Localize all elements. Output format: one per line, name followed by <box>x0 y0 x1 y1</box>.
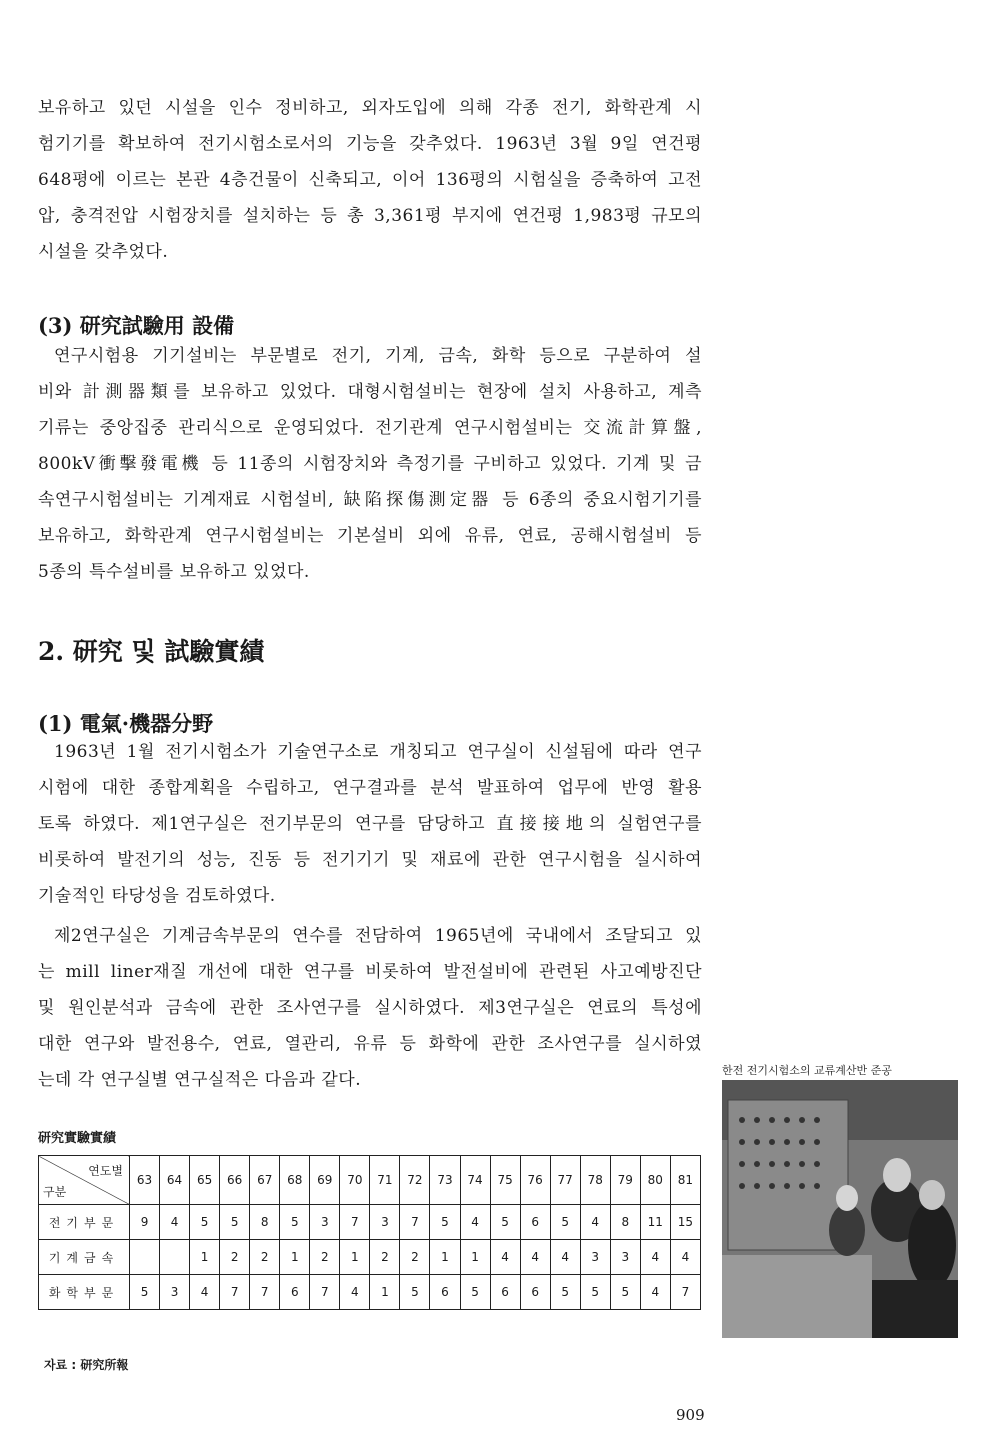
table-cell: 6 <box>520 1205 550 1240</box>
table-cell: 3 <box>580 1240 610 1275</box>
table-cell: 6 <box>490 1275 520 1310</box>
text-line: 보유하고, 화학관계 연구시험설비는 기본설비 외에 유류, 연료, 공해시험설비 등 <box>38 526 702 546</box>
table-cell: 6 <box>430 1275 460 1310</box>
table-cell: 4 <box>580 1205 610 1240</box>
text-line: 대한 연구와 발전용수, 연료, 열관리, 유류 등 화학에 관한 조사연구를 실시하였 <box>38 1034 702 1054</box>
text-line: 비롯하여 발전기의 성능, 진동 등 전기기기 및 재료에 관한 연구시험을 실시하여 <box>38 850 702 870</box>
table-cell: 1 <box>280 1240 310 1275</box>
year-header: 67 <box>250 1156 280 1205</box>
year-header: 70 <box>340 1156 370 1205</box>
table-cell: 4 <box>670 1240 700 1275</box>
table-cell: 4 <box>190 1275 220 1310</box>
text-line: 압, 충격전압 시험장치를 설치하는 등 총 3,361평 부지에 연건평 1,983평 규모의 <box>38 206 702 226</box>
table-cell: 1 <box>190 1240 220 1275</box>
year-header: 79 <box>610 1156 640 1205</box>
table-cell: 1 <box>430 1240 460 1275</box>
table-cell: 6 <box>520 1275 550 1310</box>
table-cell: 9 <box>130 1205 160 1240</box>
year-header: 72 <box>400 1156 430 1205</box>
year-header: 73 <box>430 1156 460 1205</box>
table-cell: 2 <box>370 1240 400 1275</box>
table-cell: 5 <box>460 1275 490 1310</box>
table-cell: 3 <box>310 1205 340 1240</box>
text-line: 속연구시험설비는 기계재료 시험설비, 缺陷探傷測定器 등 6종의 중요시험기기를 <box>38 490 702 510</box>
text-line: 기술적인 타당성을 검토하였다. <box>38 886 276 906</box>
year-header: 69 <box>310 1156 340 1205</box>
text-line: 는 mill liner재질 개선에 대한 연구를 비롯하여 발전설비에 관련된 사고예방진단 <box>38 962 702 982</box>
table-cell: 5 <box>130 1275 160 1310</box>
table-cell: 5 <box>400 1275 430 1310</box>
table-cell: 5 <box>610 1275 640 1310</box>
year-header: 77 <box>550 1156 580 1205</box>
year-header: 80 <box>640 1156 670 1205</box>
table-header-row <box>39 1156 701 1205</box>
table-cell: 2 <box>400 1240 430 1275</box>
table-cell: 4 <box>550 1240 580 1275</box>
table-cell: 7 <box>250 1275 280 1310</box>
section-heading: (1) 電氣·機器分野 <box>38 711 214 736</box>
text-line: 연구시험용 기기설비는 부문별로 전기, 기계, 금속, 화학 등으로 구분하여 설 <box>54 346 702 366</box>
table-title: 研究實驗實績 <box>38 1131 117 1146</box>
table-cell: 4 <box>490 1240 520 1275</box>
table-cell: 4 <box>340 1275 370 1310</box>
table-cell: 5 <box>550 1275 580 1310</box>
table-cell: 2 <box>250 1240 280 1275</box>
text-line: 토록 하였다. 제1연구실은 전기부문의 연구를 담당하고 直接接地의 실험연구를 <box>38 814 702 834</box>
table-source: 자료 : 研究所報 <box>44 1358 129 1372</box>
year-header: 75 <box>490 1156 520 1205</box>
table-row <box>39 1275 701 1310</box>
year-header: 74 <box>460 1156 490 1205</box>
text-line: 제2연구실은 기계금속부문의 연수를 전담하여 1965년에 국내에서 조달되고 있 <box>54 926 702 946</box>
text-line: 는데 각 연구실별 연구실적은 다음과 같다. <box>38 1070 362 1090</box>
table-cell: 1 <box>340 1240 370 1275</box>
table-cell: 7 <box>670 1275 700 1310</box>
photo-exchange-calculator <box>722 1080 958 1338</box>
row-label: 화학부문 <box>39 1275 130 1310</box>
text-line: 비와 計測器類를 보유하고 있었다. 대형시험설비는 현장에 설치 사용하고, 계측 <box>38 382 702 402</box>
table-row <box>39 1240 701 1275</box>
text-line: 기류는 중앙집중 관리식으로 운영되었다. 전기관계 연구시험설비는 交流計算盤, <box>38 418 702 438</box>
table-cell: 8 <box>610 1205 640 1240</box>
table-cell: 5 <box>220 1205 250 1240</box>
table-cell: 2 <box>310 1240 340 1275</box>
table-corner-cell <box>39 1156 130 1205</box>
table-cell: 15 <box>670 1205 700 1240</box>
year-header: 64 <box>160 1156 190 1205</box>
table-row <box>39 1205 701 1240</box>
text-line: 시험에 대한 종합계획을 수립하고, 연구결과를 분석 발표하여 업무에 반영 활용 <box>38 778 702 798</box>
table-cell: 3 <box>370 1205 400 1240</box>
table-cell: 8 <box>250 1205 280 1240</box>
year-header: 66 <box>220 1156 250 1205</box>
year-header: 65 <box>190 1156 220 1205</box>
text-line: 800kV衝擊發電機 등 11종의 시험장치와 측정기를 구비하고 있었다. 기계 및 금 <box>38 454 702 474</box>
table-cell: 4 <box>640 1275 670 1310</box>
table-cell: 4 <box>160 1205 190 1240</box>
text-line: 시설을 갖추었다. <box>38 242 169 262</box>
table-cell: 5 <box>430 1205 460 1240</box>
table-cell: 5 <box>550 1205 580 1240</box>
year-header: 63 <box>130 1156 160 1205</box>
year-header: 68 <box>280 1156 310 1205</box>
page-number: 909 <box>676 1406 705 1424</box>
table-cell: 7 <box>310 1275 340 1310</box>
table-cell: 7 <box>400 1205 430 1240</box>
photo-caption: 한전 전기시험소의 교류계산반 준공 <box>722 1064 892 1077</box>
table-cell: 6 <box>280 1275 310 1310</box>
text-line: 험기기를 확보하여 전기시험소로서의 기능을 갖추었다. 1963년 3월 9일 연건평 <box>38 134 702 154</box>
table-cell: 7 <box>220 1275 250 1310</box>
table-cell: 5 <box>490 1205 520 1240</box>
table-cell: 1 <box>370 1275 400 1310</box>
corner-label-category: 구분 <box>43 1185 67 1199</box>
chapter-heading: 2. 研究 및 試驗實績 <box>38 637 265 666</box>
text-line: 및 원인분석과 금속에 관한 조사연구를 실시하였다. 제3연구실은 연료의 특성에 <box>38 998 702 1018</box>
text-line: 보유하고 있던 시설을 인수 정비하고, 외자도입에 의해 각종 전기, 화학관계 시 <box>38 98 702 118</box>
table-cell: 7 <box>340 1205 370 1240</box>
row-label: 기계금속 <box>39 1240 130 1275</box>
text-line: 648평에 이르는 본관 4층건물이 신축되고, 이어 136평의 시험실을 증축하여 고전 <box>38 170 702 190</box>
text-line: 5종의 특수설비를 보유하고 있었다. <box>38 562 310 582</box>
row-label: 전기부문 <box>39 1205 130 1240</box>
table-cell: 2 <box>220 1240 250 1275</box>
table-cell: 1 <box>460 1240 490 1275</box>
table-cell: 5 <box>280 1205 310 1240</box>
table-cell: 11 <box>640 1205 670 1240</box>
section-heading: (3) 研究試驗用 設備 <box>38 313 235 338</box>
table-cell <box>130 1240 160 1275</box>
year-header: 81 <box>670 1156 700 1205</box>
corner-label-year: 연도별 <box>88 1164 123 1178</box>
table-cell: 4 <box>520 1240 550 1275</box>
table-cell <box>160 1240 190 1275</box>
year-header: 71 <box>370 1156 400 1205</box>
table-cell: 5 <box>190 1205 220 1240</box>
table-cell: 3 <box>160 1275 190 1310</box>
table-cell: 3 <box>610 1240 640 1275</box>
table-cell: 4 <box>640 1240 670 1275</box>
year-header: 78 <box>580 1156 610 1205</box>
year-header: 76 <box>520 1156 550 1205</box>
text-line: 1963년 1월 전기시험소가 기술연구소로 개칭되고 연구실이 신설됨에 따라 연구 <box>54 742 702 762</box>
research-results-table <box>38 1155 701 1310</box>
table-cell: 4 <box>460 1205 490 1240</box>
table-cell: 5 <box>580 1275 610 1310</box>
